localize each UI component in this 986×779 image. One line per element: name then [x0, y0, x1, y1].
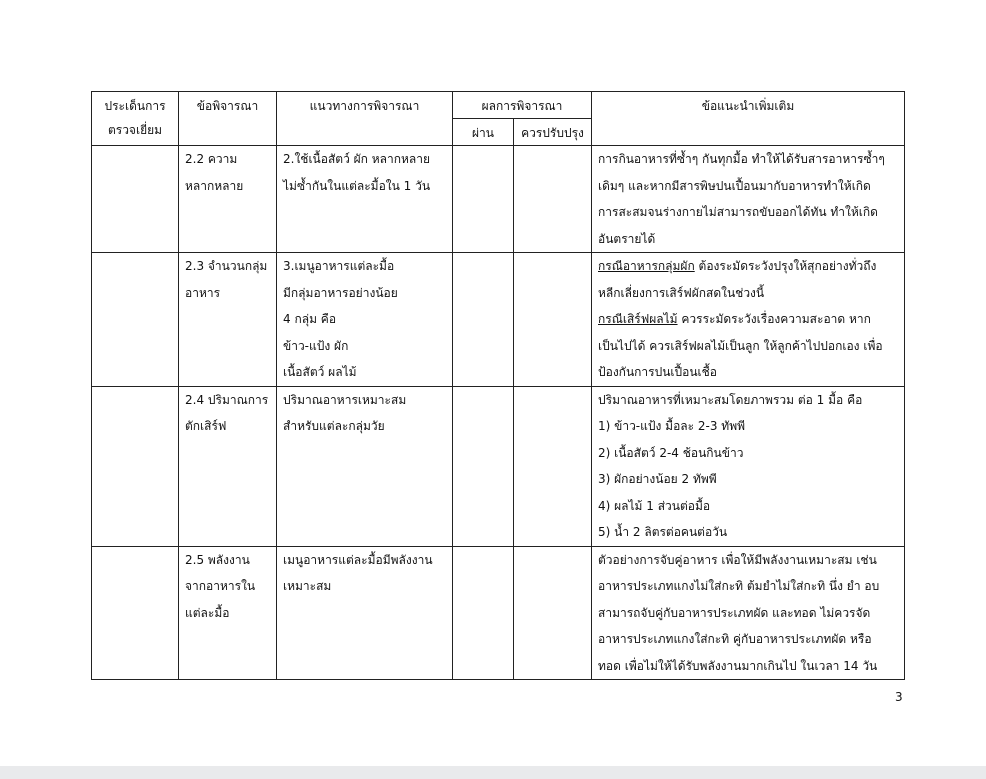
guideline-line: มีกลุ่มอาหารอย่างน้อย [283, 285, 398, 300]
header-suggestion: ข้อแนะนำเพิ่มเติม [592, 92, 905, 146]
viewer-bottom-bar [0, 766, 986, 779]
consideration-line: ตักเสิร์ฟ [185, 419, 227, 433]
suggestion-cell [592, 253, 905, 387]
guideline-line: ข้าว-แป้ง ผัก [283, 338, 349, 353]
consideration-line: 2.2 ความ [185, 152, 238, 166]
suggestion-line: ป้องกันการปนเปื้อนเชื้อ [598, 365, 718, 379]
suggestion-line: ทอด เพื่อไม่ให้ได้รับพลังงานมากเกินไป ในเวลา 14 วัน [598, 658, 878, 673]
guideline-line: ปริมาณอาหารเหมาะสม [283, 392, 407, 407]
consideration-line: จากอาหารใน [185, 579, 256, 593]
consideration-cell [179, 386, 277, 546]
suggestion-line: ตัวอย่างการจับคู่อาหาร เพื่อให้มีพลังงานเหมาะสม เช่น [598, 552, 877, 567]
guideline-line: สำหรับแต่ละกลุ่มวัย [283, 419, 385, 433]
table-row [92, 386, 905, 546]
header-result-improve: ควรปรับปรุง [514, 119, 592, 146]
consideration-cell [179, 146, 277, 253]
result-pass-cell [453, 146, 514, 253]
suggestion-line: 5) น้ำ 2 ลิตรต่อคนต่อวัน [598, 525, 728, 539]
issue-cell [92, 546, 179, 680]
header-guideline: แนวทางการพิจารณา [277, 92, 453, 146]
table-row [92, 146, 905, 253]
suggestion-line: เป็นไปได้ ควรเสิร์ฟผลไม้เป็นลูก ให้ลูกค้าไปปอกเอง เพื่อ [598, 338, 883, 353]
suggestion-line: หลีกเลี่ยงการเสิร์ฟผักสดในช่วงนี้ [598, 285, 765, 300]
result-improve-cell [514, 386, 592, 546]
suggestion-line: 2) เนื้อสัตว์ 2-4 ช้อนกินข้าว [598, 445, 744, 460]
header-issue [92, 92, 179, 146]
header-consideration: ข้อพิจารณา [179, 92, 277, 146]
consideration-cell [179, 253, 277, 387]
case-fruit-label: กรณีเสิร์ฟผลไม้ [598, 312, 678, 326]
consideration-line: แต่ละมื้อ [185, 605, 230, 620]
case-fruit-text: ควรระมัดระวังเรื่องความสะอาด หาก [677, 312, 871, 326]
result-pass-cell [453, 386, 514, 546]
consideration-line: 2.3 จำนวนกลุ่ม [185, 259, 268, 273]
consideration-line: 2.4 ปริมาณการ [185, 392, 269, 407]
consideration-line: อาหาร [185, 285, 221, 300]
suggestion-cell [592, 146, 905, 253]
result-improve-cell [514, 546, 592, 680]
header-issue-line2: ตรวจเยี่ยม [107, 123, 163, 137]
guideline-cell [277, 253, 453, 387]
consideration-line: หลากหลาย [185, 178, 244, 193]
guideline-line: เหมาะสม [283, 579, 332, 593]
guideline-line: เนื้อสัตว์ ผลไม้ [283, 365, 357, 379]
page-number: 3 [895, 690, 903, 704]
suggestion-line: ปริมาณอาหารที่เหมาะสมโดยภาพรวม ต่อ 1 มื้อ คือ [598, 392, 863, 407]
guideline-cell [277, 546, 453, 680]
header-result-pass: ผ่าน [453, 119, 514, 146]
guideline-cell [277, 386, 453, 546]
guideline-line: 4 กลุ่ม คือ [283, 312, 337, 326]
issue-cell [92, 386, 179, 546]
suggestion-line: อาหารประเภทแกงใส่กะทิ คู่กับอาหารประเภทผัด หรือ [598, 632, 872, 646]
suggestion-line: 3) ผักอย่างน้อย 2 ทัพพี [598, 472, 717, 486]
result-pass-cell [453, 253, 514, 387]
consideration-line: 2.5 พลังงาน [185, 552, 250, 567]
assessment-table [91, 91, 905, 680]
suggestion-line: 1) ข้าว-แป้ง มื้อละ 2-3 ทัพพี [598, 419, 746, 433]
table-row [92, 253, 905, 387]
case-vegetable-label: กรณีอาหารกลุ่มผัก [598, 259, 695, 273]
suggestion-line [598, 306, 898, 333]
header-issue-line1: ประเด็นการ [104, 99, 166, 113]
issue-cell [92, 146, 179, 253]
guideline-line: 3.เมนูอาหารแต่ละมื้อ [283, 259, 395, 273]
suggestion-line: เดิมๆ และหากมีสารพิษปนเปื้อนมากับอาหารทำให้เกิด [598, 178, 871, 193]
case-vegetable-text: ต้องระมัดระวังปรุงให้สุกอย่างทั่วถึง [694, 259, 877, 273]
guideline-line: 2.ใช้เนื้อสัตว์ ผัก หลากหลาย [283, 152, 431, 166]
suggestion-line [598, 253, 898, 280]
suggestion-line: อาหารประเภทแกงไม่ใส่กะทิ ต้มยำไม่ใส่กะทิ นึ่ง ยำ อบ [598, 579, 880, 593]
table-row [92, 546, 905, 680]
suggestion-line: การสะสมจนร่างกายไม่สามารถขับออกได้ทัน ทำให้เกิด [598, 205, 878, 219]
suggestion-line: อันตรายได้ [598, 231, 656, 246]
header-result: ผลการพิจารณา [453, 92, 592, 119]
result-improve-cell [514, 146, 592, 253]
result-improve-cell [514, 253, 592, 387]
suggestion-line: สามารถจับคู่กับอาหารประเภทผัด และทอด ไม่ควรจัด [598, 605, 871, 620]
suggestion-cell [592, 386, 905, 546]
consideration-cell [179, 546, 277, 680]
issue-cell [92, 253, 179, 387]
guideline-line: เมนูอาหารแต่ละมื้อมีพลังงาน [283, 552, 433, 567]
result-pass-cell [453, 546, 514, 680]
guideline-cell [277, 146, 453, 253]
suggestion-line: การกินอาหารที่ซ้ำๆ กันทุกมื้อ ทำให้ได้รับสารอาหารซ้ำๆ [598, 152, 885, 166]
suggestion-line: 4) ผลไม้ 1 ส่วนต่อมื้อ [598, 498, 711, 513]
guideline-line: ไม่ซ้ำกันในแต่ละมื้อใน 1 วัน [283, 178, 431, 193]
header-row [92, 92, 905, 119]
suggestion-cell [592, 546, 905, 680]
